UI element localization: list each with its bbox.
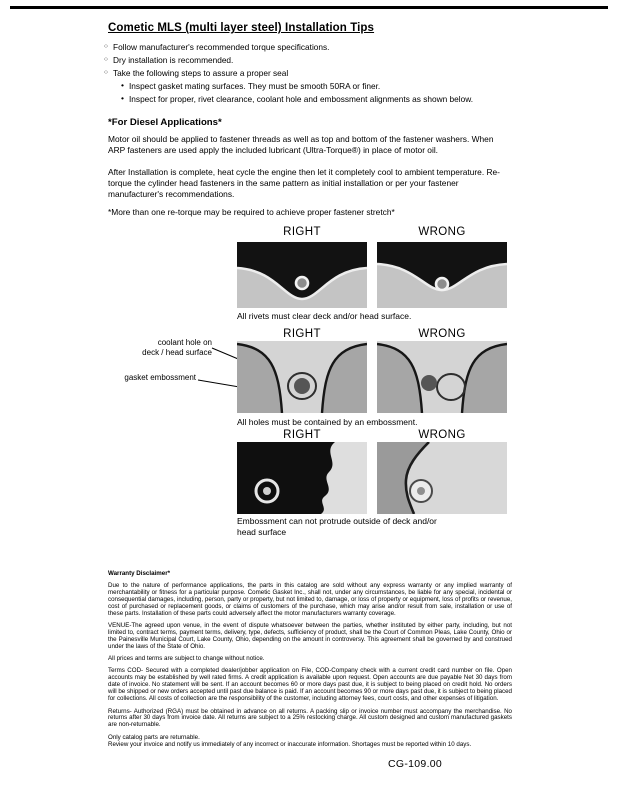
- diesel-paragraph-2: After Installation is complete, heat cycle the engine then let it completely cool to ambient temperature. Re-torque the cylinder head fasteners in the same pattern as initial installation or per your fastener manufacturer's recommendations.: [108, 167, 500, 199]
- tip-item: ○ Dry installation is recommended.: [104, 55, 534, 65]
- tip-item: ○ Follow manufacturer's recommended torque specifications.: [104, 42, 534, 52]
- returnable-paragraph: Only catalog parts are returnable.: [108, 733, 200, 741]
- wrong-label-row3: WRONG: [418, 429, 466, 441]
- right-label-row2: RIGHT: [283, 328, 321, 340]
- venue-paragraph: VENUE-The agreed upon venue, in the event of dispute whatsoever between the parties, whether instituted by either party, including, but not limited to, contract terms, payment terms, delivery, type, defects, sufficiency of product, shall be the Court of Common Pleas, Lake County, Ohio or the Painesville Municipal Court, Lake County, Ohio, depending on the amount in controversy. This agreement shall be governed by and construed under the laws of the State of Ohio.: [108, 621, 512, 650]
- right-label-row3: RIGHT: [283, 429, 321, 441]
- right-label-row1: RIGHT: [283, 226, 321, 238]
- page-top-rule: [10, 6, 608, 9]
- embossment-protrusion-right-diagram: [237, 442, 367, 514]
- gasket-embossment-annotation: gasket embossment: [124, 373, 196, 382]
- row1-caption: All rivets must clear deck and/or head surface.: [237, 311, 412, 321]
- prices-paragraph: All prices and terms are subject to change without notice.: [108, 655, 265, 663]
- warranty-disclaimer-section: [108, 571, 512, 754]
- tip-sub-item: • Inspect gasket mating surfaces. They must be smooth 50RA or finer.: [121, 81, 534, 91]
- coolant-hole-annotation: [128, 338, 212, 358]
- document-code: CG-109.00: [388, 758, 443, 770]
- row2-caption: All holes must be contained by an embossment.: [237, 417, 418, 427]
- warranty-paragraph: Due to the nature of performance applications, the parts in this catalog are sold without any express warranty or any implied warranty of merchantability or fitness for a particular purpose. Cometic Gasket Inc., shall not, under any circumstances, be liable for any special, incidental or consequential damages, including, person, party or property, but not limited to, damage, or loss of property or equipment, loss of profits or revenue, cost of purchased or replacement goods, or claims of customers of the purchase, which may arise and/or result from sale, installation or use of these parts. Installation of these parts could adversely affect the motor manufacturers warranty coverage.: [108, 581, 512, 617]
- diesel-applications-heading: *For Diesel Applications*: [108, 117, 222, 128]
- embossment-containment-right-diagram: [237, 341, 367, 413]
- terms-paragraph: Terms COD- Secured with a completed dealer/jobber application on File, COD-Company check with a current credit card number on file. Open accounts may be established by well rated firms. A credit application is available upon request. Open accounts are due payable Net 30 days from date of invoice. No statement will be sent. If an account becomes 60 or more days past due, it is subject to being placed on credit hold. No orders will be shipped or new orders accepted until past due balance is paid. If an account becomes 90 or more days past due, it is subject to being placed for collections. All costs of collection are the responsibility of the customer, including attorney fees, court costs, and other expenses of litigation.: [108, 667, 512, 703]
- diesel-paragraph-1: Motor oil should be applied to fastener threads as well as top and bottom of the fastener washers. When ARP fasteners are used apply the included lubricant (Ultra-Torque®) in place of motor oil.: [108, 134, 494, 155]
- embossment-containment-wrong-diagram: [377, 341, 507, 413]
- rivet-clearance-right-diagram: [237, 242, 367, 308]
- installation-tips-list: [104, 42, 534, 107]
- review-invoice-paragraph: Review your invoice and notify us immediately of any incorrect or inaccurate information. Shortages must be reported within 10 days.: [108, 740, 472, 748]
- rivet-clearance-wrong-diagram: [377, 242, 507, 308]
- row3-caption: Embossment can not protrude outside of deck and/or head surface: [237, 516, 437, 537]
- retorque-note: *More than one re-torque may be required to achieve proper fastener stretch*: [108, 207, 395, 217]
- warranty-disclaimer-heading: Warranty Disclaimer*: [108, 570, 171, 577]
- tip-sub-item: • Inspect for proper, rivet clearance, coolant hole and embossment alignments as shown below.: [121, 94, 534, 104]
- coolant-hole-annotation-line1: coolant hole on: [157, 338, 212, 347]
- wrong-label-row2: WRONG: [418, 328, 466, 340]
- returns-paragraph: Returns- Authorized (RGA) must be obtained in advance on all returns. A packing slip or invoice number must accompany the merchandise. No returns after 30 days from invoice date. All returns are subject to a 25% restocking charge. All custom designed and custom manufactured gaskets are non-returnable.: [108, 707, 512, 729]
- coolant-hole-annotation-line2: deck / head surface: [142, 348, 212, 357]
- tip-item: ○ Take the following steps to assure a proper seal: [104, 68, 534, 78]
- embossment-protrusion-wrong-diagram: [377, 442, 507, 514]
- page-title: Cometic MLS (multi layer steel) Installation Tips: [108, 22, 375, 34]
- wrong-label-row1: WRONG: [418, 226, 466, 238]
